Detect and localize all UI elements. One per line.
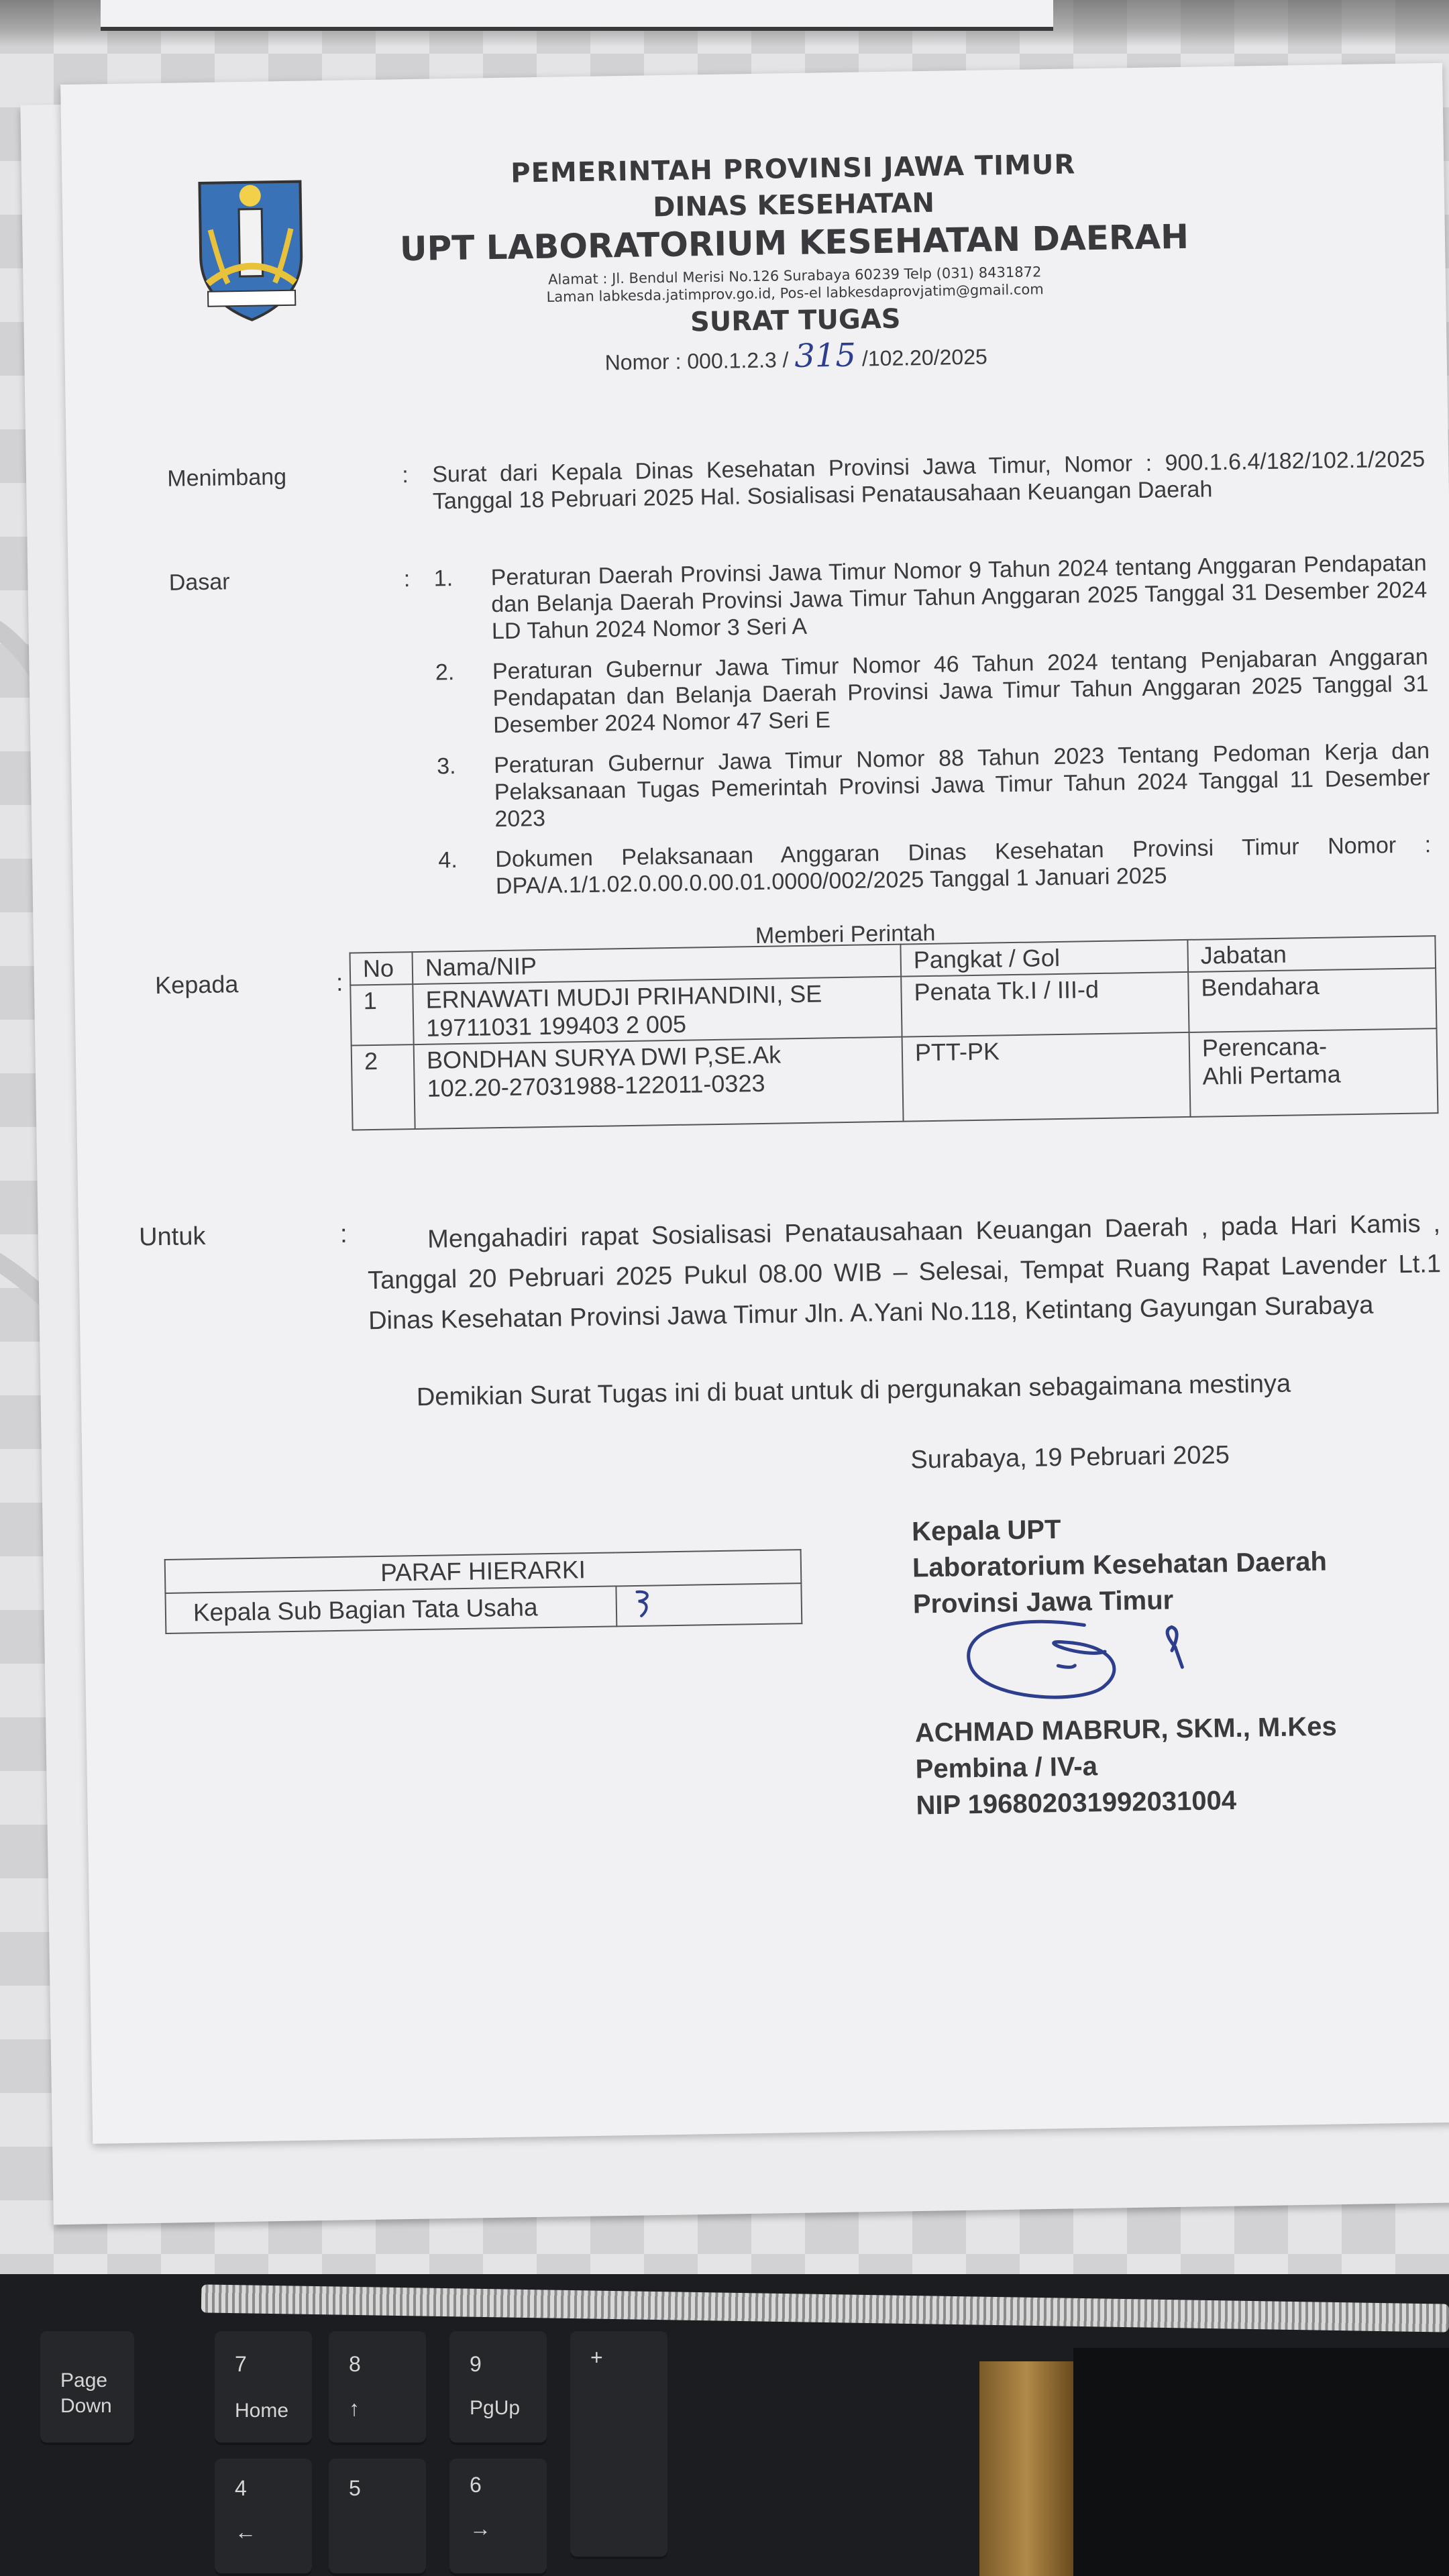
key-label-top: +: [590, 2345, 603, 2369]
document-title: SURAT TUGAS: [690, 303, 901, 338]
menimbang-label: Menimbang: [167, 464, 287, 492]
row-jabatan-line2: Ahli Pertama: [1202, 1060, 1341, 1090]
row-nama: ERNAWATI MUDJI PRIHANDINI, SE: [425, 979, 822, 1014]
dasar-number-4: 4.: [438, 847, 458, 873]
row-no: 2: [352, 1044, 415, 1130]
row-nip: 102.20-27031988-122011-0323: [427, 1069, 765, 1102]
paraf-initial-icon: [623, 1587, 664, 1617]
key-label-top: 5: [349, 2476, 361, 2500]
header-agency: DINAS KESEHATAN: [652, 187, 935, 223]
letterhead: [62, 144, 1447, 386]
row-nama-nip: [413, 977, 902, 1044]
dark-object: [1073, 2348, 1449, 2576]
menimbang-text: Surat dari Kepala Dinas Kesehatan Provinsi Jawa Timur, Nomor : 900.1.6.4/182/102.1/2025 Tanggal 18 Pebruari 2025 Hal. Sosialisasi Penatausahaan Keuangan Daerah: [432, 446, 1426, 515]
key-label-bottom: PgUp: [470, 2397, 521, 2419]
header-no: No: [350, 952, 413, 985]
signer-position-line2: Laboratorium Kesehatan Daerah: [912, 1546, 1328, 1583]
header-unit: UPT LABORATORIUM KESEHATAN DAERAH: [399, 217, 1189, 269]
dasar-number-3: 3.: [436, 753, 456, 780]
handwritten-signature-icon: [950, 1603, 1207, 1721]
key-label-top: 7: [235, 2352, 247, 2376]
underlying-paper-edge: [101, 0, 1053, 31]
untuk-text: Mengahadiri rapat Sosialisasi Penatausahaan Keuangan Daerah , pada Hari Kamis , Tanggal 20 Pebruari 2025 Pukul 08.00 WIB – Selesai, Tempat Ruang Rapat Lavender Lt.1 Dinas Kesehatan Provinsi Jawa Timur Jln. A.Yani No.118, Ketintang Gayungan Surabaya: [367, 1210, 1442, 1336]
row-nip: 19711031 199403 2 005: [425, 1010, 687, 1042]
dasar-item-4: Dokumen Pelaksanaan Anggaran Dinas Kesehatan Provinsi Timur Nomor : DPA/A.1/1.02.0.00.0.00.01.0000/002/2025 Tanggal 1 Januari 2025: [495, 832, 1432, 900]
signer-identity: [914, 1709, 1338, 1824]
nomor-suffix: /102.20/2025: [861, 344, 988, 371]
colon: :: [403, 566, 411, 592]
letter-page: [60, 63, 1449, 2144]
colon: :: [402, 462, 409, 488]
key-label-top: 6: [470, 2473, 482, 2497]
memberi-perintah: Memberi Perintah: [755, 920, 936, 949]
paraf-initial-cell: [616, 1583, 802, 1626]
personnel-table: [349, 935, 1438, 1130]
signer-name: ACHMAD MABRUR, SKM., M.Kes: [914, 1711, 1338, 1748]
header-contact: Laman labkesda.jatimprov.go.id, Pos-el labkesdaprovjatim@gmail.com: [546, 281, 1044, 305]
dasar-number-1: 1.: [433, 566, 453, 592]
row-jabatan-line1: Bendahara: [1201, 971, 1320, 1002]
header-pangkat: Pangkat / Gol: [900, 940, 1188, 977]
row-jabatan: [1189, 1028, 1438, 1117]
key-label-bottom: →: [470, 2516, 491, 2540]
nomor-handwritten: 315: [794, 336, 857, 376]
header-government: PEMERINTAH PROVINSI JAWA TIMUR: [510, 149, 1076, 189]
colon: :: [339, 1220, 347, 1248]
closing-statement: Demikian Surat Tugas ini di buat untuk di pergunakan sebagaimana mestinya: [416, 1369, 1291, 1412]
signer-rank: Pembina / IV-a: [915, 1752, 1098, 1784]
place-date: Surabaya, 19 Pebruari 2025: [910, 1441, 1230, 1474]
untuk-label: Untuk: [138, 1222, 206, 1252]
paraf-hierarki-table: [164, 1549, 803, 1634]
key-6-right[interactable]: [449, 2459, 547, 2576]
key-7-home[interactable]: [215, 2331, 312, 2445]
header-jabatan: Jabatan: [1187, 936, 1436, 972]
row-nama-nip: [414, 1037, 904, 1129]
paraf-row-label: Kepala Sub Bagian Tata Usaha: [165, 1586, 616, 1633]
kepada-label: Kepada: [154, 970, 239, 1000]
dasar-item-1: Peraturan Daerah Provinsi Jawa Timur Nomor 9 Tahun 2024 tentang Anggaran Pendapatan dan Belanja Daerah Provinsi Jawa Timur Tahun Anggaran 2025 Tanggal 31 Desember 2024 LD Tahun 2024 Nomor 3 Seri A: [490, 550, 1428, 645]
header-nama: Nama/NIP: [413, 945, 902, 984]
key-label-bottom: Down: [60, 2395, 112, 2417]
wooden-edge: [979, 2361, 1073, 2576]
signer-position-line1: Kepala UPT: [911, 1515, 1061, 1547]
signer-position-line3: Provinsi Jawa Timur: [912, 1585, 1174, 1619]
row-nama: BONDHAN SURYA DWI P,SE.Ak: [426, 1040, 782, 1074]
key-plus[interactable]: [570, 2331, 667, 2559]
key-5[interactable]: [329, 2459, 426, 2576]
key-label-bottom: ←: [235, 2520, 256, 2544]
row-pangkat: Penata Tk.I / III-d: [901, 972, 1189, 1037]
key-label-top: 9: [470, 2352, 482, 2376]
row-no: 1: [350, 984, 413, 1045]
row-jabatan: [1188, 968, 1436, 1032]
key-label-bottom: Home: [235, 2400, 289, 2422]
header-address: Alamat : Jl. Bendul Merisi No.126 Surabaya 60239 Telp (031) 8431872: [547, 264, 1042, 288]
key-page-down[interactable]: [40, 2331, 134, 2445]
key-label-top: Page: [60, 2369, 108, 2392]
row-jabatan-line1: Perencana-: [1201, 1032, 1328, 1062]
key-4-left[interactable]: [215, 2459, 312, 2576]
paraf-title: PARAF HIERARKI: [165, 1550, 802, 1593]
table-row: [352, 1028, 1438, 1130]
signer-nip: NIP 196802031992031004: [916, 1785, 1237, 1821]
dasar-item-3: Peraturan Gubernur Jawa Timur Nomor 88 Tahun 2023 Tentang Pedoman Kerja dan Pelaksanaan Tugas Pemerintah Provinsi Jawa Timur Tahun 2024 Tanggal 11 Desember 2023: [493, 738, 1430, 833]
colon: :: [335, 968, 343, 996]
key-label-top: 4: [235, 2476, 247, 2500]
dasar-item-2: Peraturan Gubernur Jawa Timur Nomor 46 Tahun 2024 tentang Penjabaran Anggaran Pendapatan dan Belanja Daerah Provinsi Jawa Timur Tahun Anggaran 2025 Tanggal 31 Desember 2024 Nomor 47 Seri E: [492, 644, 1429, 739]
key-label-top: 8: [349, 2352, 361, 2376]
dasar-label: Dasar: [168, 569, 230, 596]
nomor-prefix: Nomor : 000.1.2.3 /: [604, 347, 789, 375]
key-9-pgup[interactable]: [449, 2331, 547, 2445]
key-label-bottom: ↑: [349, 2396, 360, 2420]
row-pangkat: PTT-PK: [902, 1032, 1191, 1122]
key-8-up[interactable]: [329, 2331, 426, 2445]
dasar-number-2: 2.: [435, 659, 455, 686]
